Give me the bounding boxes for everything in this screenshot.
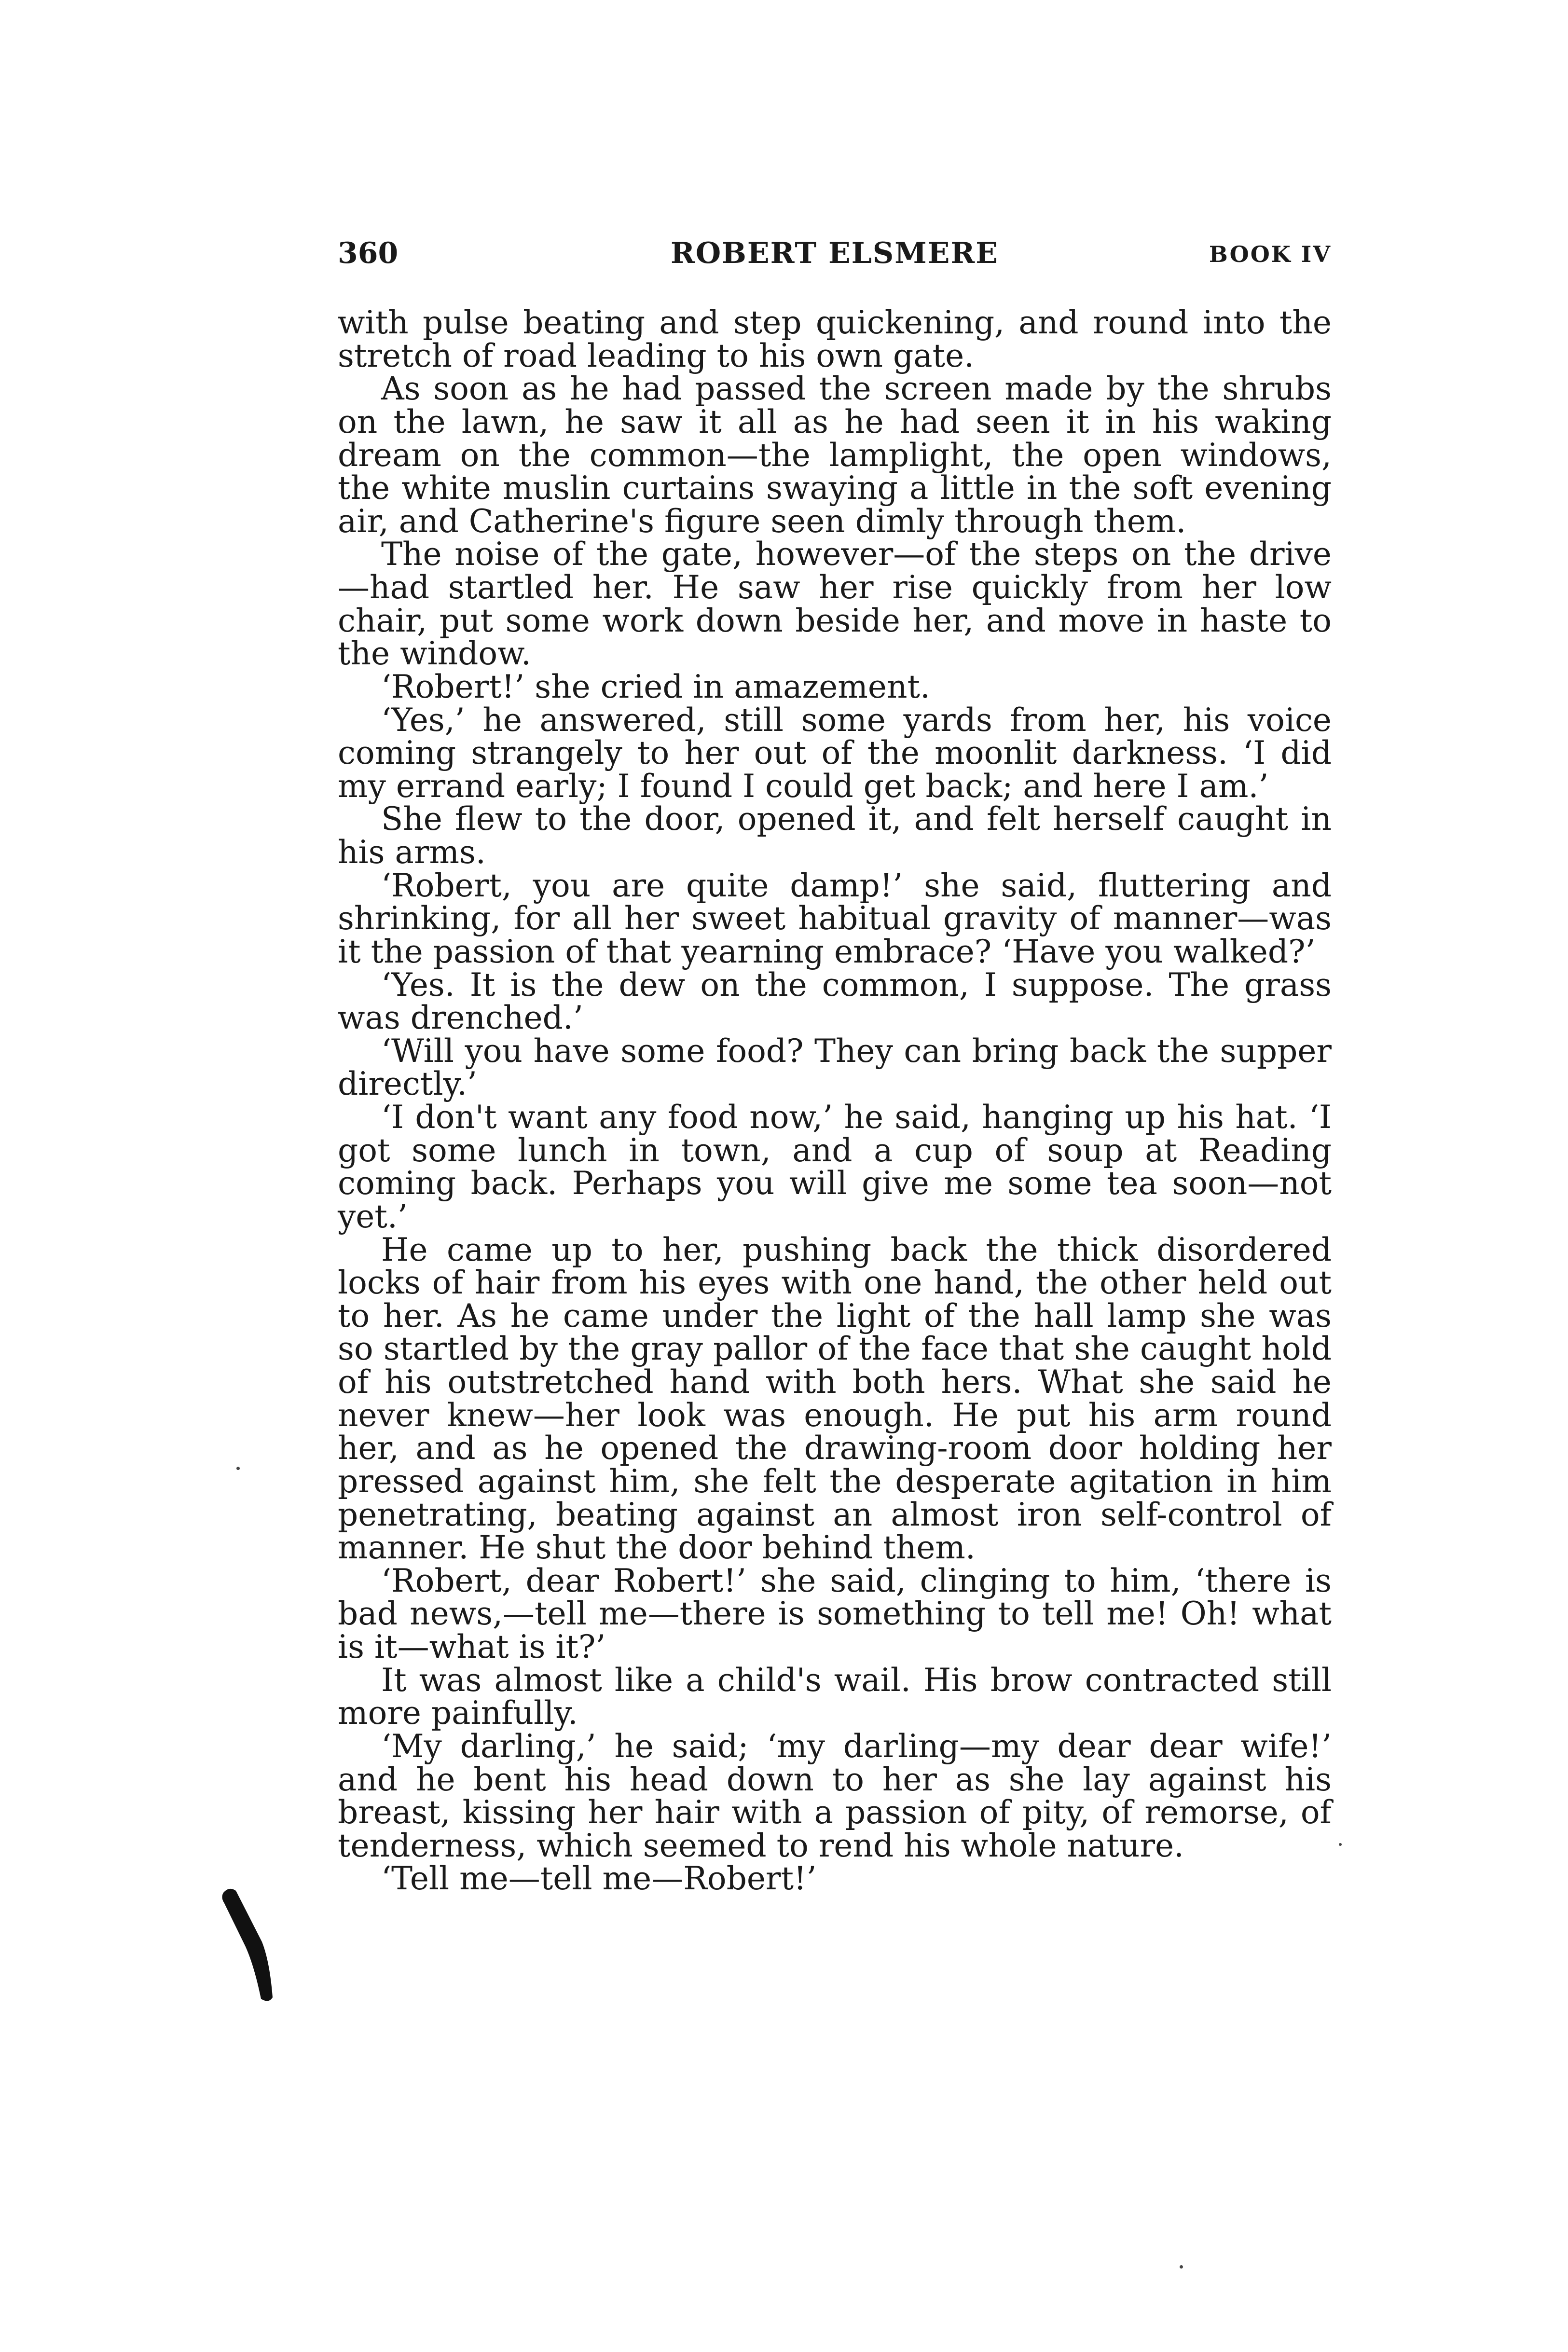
scan-speck	[1180, 2265, 1183, 2269]
scan-speck	[236, 1467, 240, 1470]
paragraph-13: It was almost like a child's wail. His brow contracted still more painfully.	[338, 1661, 1332, 1732]
paragraph-14: ‘My darling,’ he said; ‘my darling—my dear dear wife!’ and he bent his head down to her as she lay against his breast, kissing her hair with a passion of pity, of remorse, of tenderness, which seemed to rend his whole nature.	[338, 1727, 1332, 1864]
paragraph-3: The noise of the gate, however—of the steps on the drive—had startled her. He saw her rise quickly from her low chair, put some work down beside her, and move in haste to the window.	[338, 536, 1332, 673]
book-section: BOOK IV	[1209, 241, 1332, 267]
paragraph-1: with pulse beating and step quickening, and round into the stretch of road leading to his own gate.	[338, 304, 1332, 374]
book-title: ROBERT ELSMERE	[671, 236, 999, 270]
paragraph-5: ‘Yes,’ he answered, still some yards from her, his voice coming strangely to her out of the moonlit darkness. ‘I did my errand early; I found I could get back; and here I am.’	[338, 701, 1332, 805]
scan-speck	[1339, 1843, 1342, 1846]
paragraph-15: ‘Tell me—tell me—Robert!’	[381, 1860, 817, 1898]
paragraph-10: ‘I don't want any food now,’ he said, hanging up his hat. ‘I got some lunch in town, and a cup of soup at Reading coming back. Perhaps you will give me some tea soon—not yet.’	[338, 1099, 1332, 1235]
running-head	[338, 236, 1332, 280]
page-body	[338, 306, 1332, 1896]
paragraph-8: ‘Yes. It is the dew on the common, I suppose. The grass was drenched.’	[338, 966, 1332, 1037]
page-number: 360	[338, 236, 399, 270]
paragraph-4: ‘Robert!’ she cried in amazement.	[381, 668, 930, 705]
paragraph-9: ‘Will you have some food? They can bring back the supper directly.’	[338, 1032, 1332, 1103]
paragraph-7: ‘Robert, you are quite damp!’ she said, fluttering and shrinking, for all her sweet habitual gravity of manner—was it the passion of that yearning embrace? ‘Have you walked?’	[338, 867, 1332, 970]
paragraph-6: She flew to the door, opened it, and felt herself caught in his arms.	[338, 800, 1332, 871]
paragraph-2: As soon as he had passed the screen made by the shrubs on the lawn, he saw it all as he had seen it in his waking dream on the common—the lamplight, the open windows, the white muslin curtains swaying a little in the soft evening air, and Catherine's figure seen dimly through them.	[338, 370, 1332, 540]
paragraph-12: ‘Robert, dear Robert!’ she said, clinging to him, ‘there is bad news,—tell me—there is something to tell me! Oh! what is it—what is it?’	[338, 1562, 1332, 1665]
book-page	[338, 236, 1332, 1896]
paragraph-11: He came up to her, pushing back the thick disordered locks of hair from his eyes with one hand, the other held out to her. As he came under the light of the hall lamp she was so startled by the gray pallor of the face that she caught hold of his outstretched hand with both hers. What she said he never knew—her look was enough. He put his arm round her, and as he opened the drawing-room door holding her pressed against him, she felt the desperate agitation in him penetrating, beating against an almost iron self-control of manner. He shut the door behind them.	[338, 1231, 1332, 1567]
page-edge-mark	[220, 1884, 277, 2005]
